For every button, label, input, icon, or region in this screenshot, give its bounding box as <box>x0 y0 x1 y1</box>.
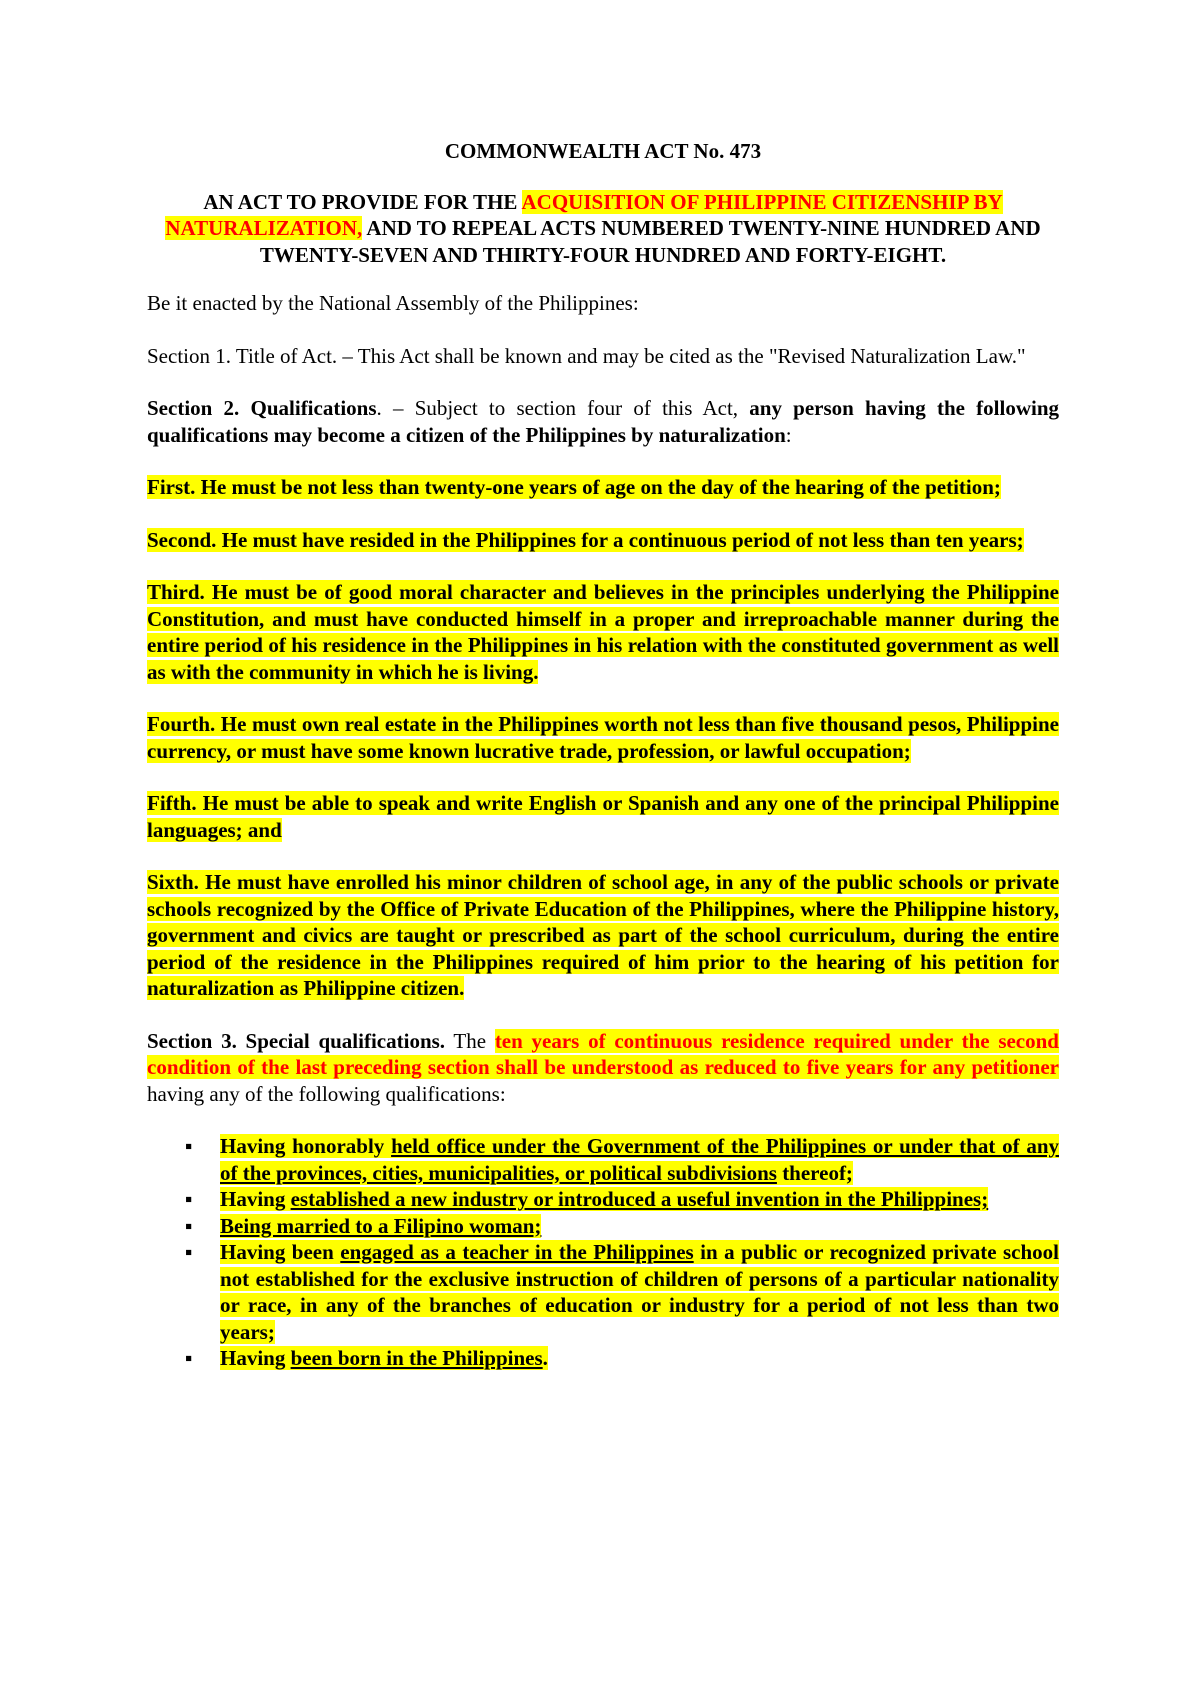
section-3-pre: The <box>445 1028 495 1053</box>
bullet-icon: ▪ <box>185 1346 193 1370</box>
bullet-icon: ▪ <box>185 1187 193 1211</box>
list-item <box>147 1345 1059 1372</box>
document-subtitle <box>147 189 1059 269</box>
list-item <box>147 1239 1059 1345</box>
document-body <box>147 138 1059 1372</box>
section-2-heading: Section 2. Qualifications <box>147 396 377 420</box>
list-item <box>147 1186 1059 1213</box>
subtitle-part2: AND TO REPEAL ACTS NUMBERED TWENTY-NINE HUNDRED AND TWENTY-SEVEN AND THIRTY-FOUR HUNDRED AND FORTY-EIGHT. <box>259 216 1041 267</box>
qualification-first <box>147 474 1059 501</box>
qualification-text: Second. He must have resided in the Philippines for a continuous period of not less than ten years; <box>147 527 1024 552</box>
section-2-bold-text: any person having the following qualifications may become a citizen of the Philippines by naturalization <box>147 396 1060 447</box>
bullet-text-pre: Having <box>220 1187 291 1211</box>
subtitle-part1: AN ACT TO PROVIDE FOR THE <box>203 189 522 214</box>
qualification-text: Fifth. He must be able to speak and write English or Spanish and any one of the principal Philippine languages; and <box>147 791 1059 842</box>
qualification-text: Fourth. He must own real estate in the Philippines worth not less than five thousand pesos, Philippine currency, or must have some known lucrative trade, profession, or lawful occupation; <box>147 712 1059 763</box>
bullet-text-underlined: held office under the Government of the Philippines or under that of any of the provinces, cities, municipalities, or political subdivisions <box>220 1134 1059 1185</box>
section-3-heading: Section 3. Special qualifications. <box>147 1028 446 1053</box>
bullet-text-pre: Having been <box>220 1240 341 1264</box>
qualification-sixth <box>147 869 1059 1002</box>
bullet-icon: ▪ <box>185 1240 193 1264</box>
bullet-text-post: . <box>542 1346 548 1370</box>
section-3-highlight: ten years of continuous residence required under the second condition of the last preceding section shall be understood as reduced to five years for any petitioner <box>147 1028 1059 1079</box>
special-qualifications-list <box>147 1133 1059 1372</box>
bullet-text-underlined: Being married to a Filipino woman; <box>220 1213 542 1238</box>
qualification-text: First. He must be not less than twenty-one years of age on the day of the hearing of the petition; <box>147 475 1001 499</box>
section-2 <box>147 395 1059 448</box>
bullet-icon: ▪ <box>185 1213 193 1238</box>
bullet-icon: ▪ <box>185 1134 193 1158</box>
bullet-text-pre: Having <box>220 1346 291 1370</box>
enactment-clause: Be it enacted by the National Assembly of the Philippines: <box>147 291 639 315</box>
list-item <box>147 1133 1059 1186</box>
subtitle-highlight: ACQUISITION OF PHILIPPINE CITIZENSHIP BY NATURALIZATION, <box>165 189 1003 240</box>
bullet-text-post: in a public or recognized private school not established for the exclusive instruction of children of persons of a particular nationality or race, in any of the branches of education or industry for a period of not less than two years; <box>220 1240 1059 1344</box>
bullet-text-post: thereof; <box>776 1160 853 1185</box>
section-3 <box>147 1028 1059 1108</box>
section-3-post: having any of the following qualifications: <box>147 1081 506 1106</box>
list-item <box>147 1213 1059 1240</box>
bullet-text-underlined: been born in the Philippines <box>290 1346 543 1370</box>
bullet-text-underlined: established a new industry or introduced a useful invention in the Philippines; <box>290 1187 989 1211</box>
section-1: Section 1. Title of Act. – This Act shall be known and may be cited as the "Revised Naturalization Law." <box>147 343 1026 368</box>
bullet-text-pre: Having honorably <box>220 1134 392 1158</box>
qualification-second <box>147 527 1059 554</box>
section-2-colon: : <box>785 422 792 447</box>
qualification-text: Sixth. He must have enrolled his minor children of school age, in any of the public schools or private schools recognized by the Office of Private Education of the Philippines, where the Philippine history, government and civics are taught or prescribed as part of the school curriculum, during the entire period of the residence in the Philippines required of him prior to the hearing of his petition for naturalization as Philippine citizen. <box>147 870 1059 1000</box>
qualification-fourth <box>147 711 1059 764</box>
qualification-text: Third. He must be of good moral character and believes in the principles underlying the Philippine Constitution, and must have conducted himself in a proper and irreproachable manner during the entire period of his residence in the Philippines in his relation with the constituted government as well as with the community in which he is living. <box>147 580 1059 684</box>
section-2-intro: . – Subject to section four of this Act, <box>376 396 750 420</box>
qualification-fifth <box>147 790 1059 843</box>
qualification-third <box>147 579 1059 685</box>
document-title: COMMONWEALTH ACT No. 473 <box>444 139 762 163</box>
bullet-text-underlined: engaged as a teacher in the Philippines <box>340 1240 694 1264</box>
